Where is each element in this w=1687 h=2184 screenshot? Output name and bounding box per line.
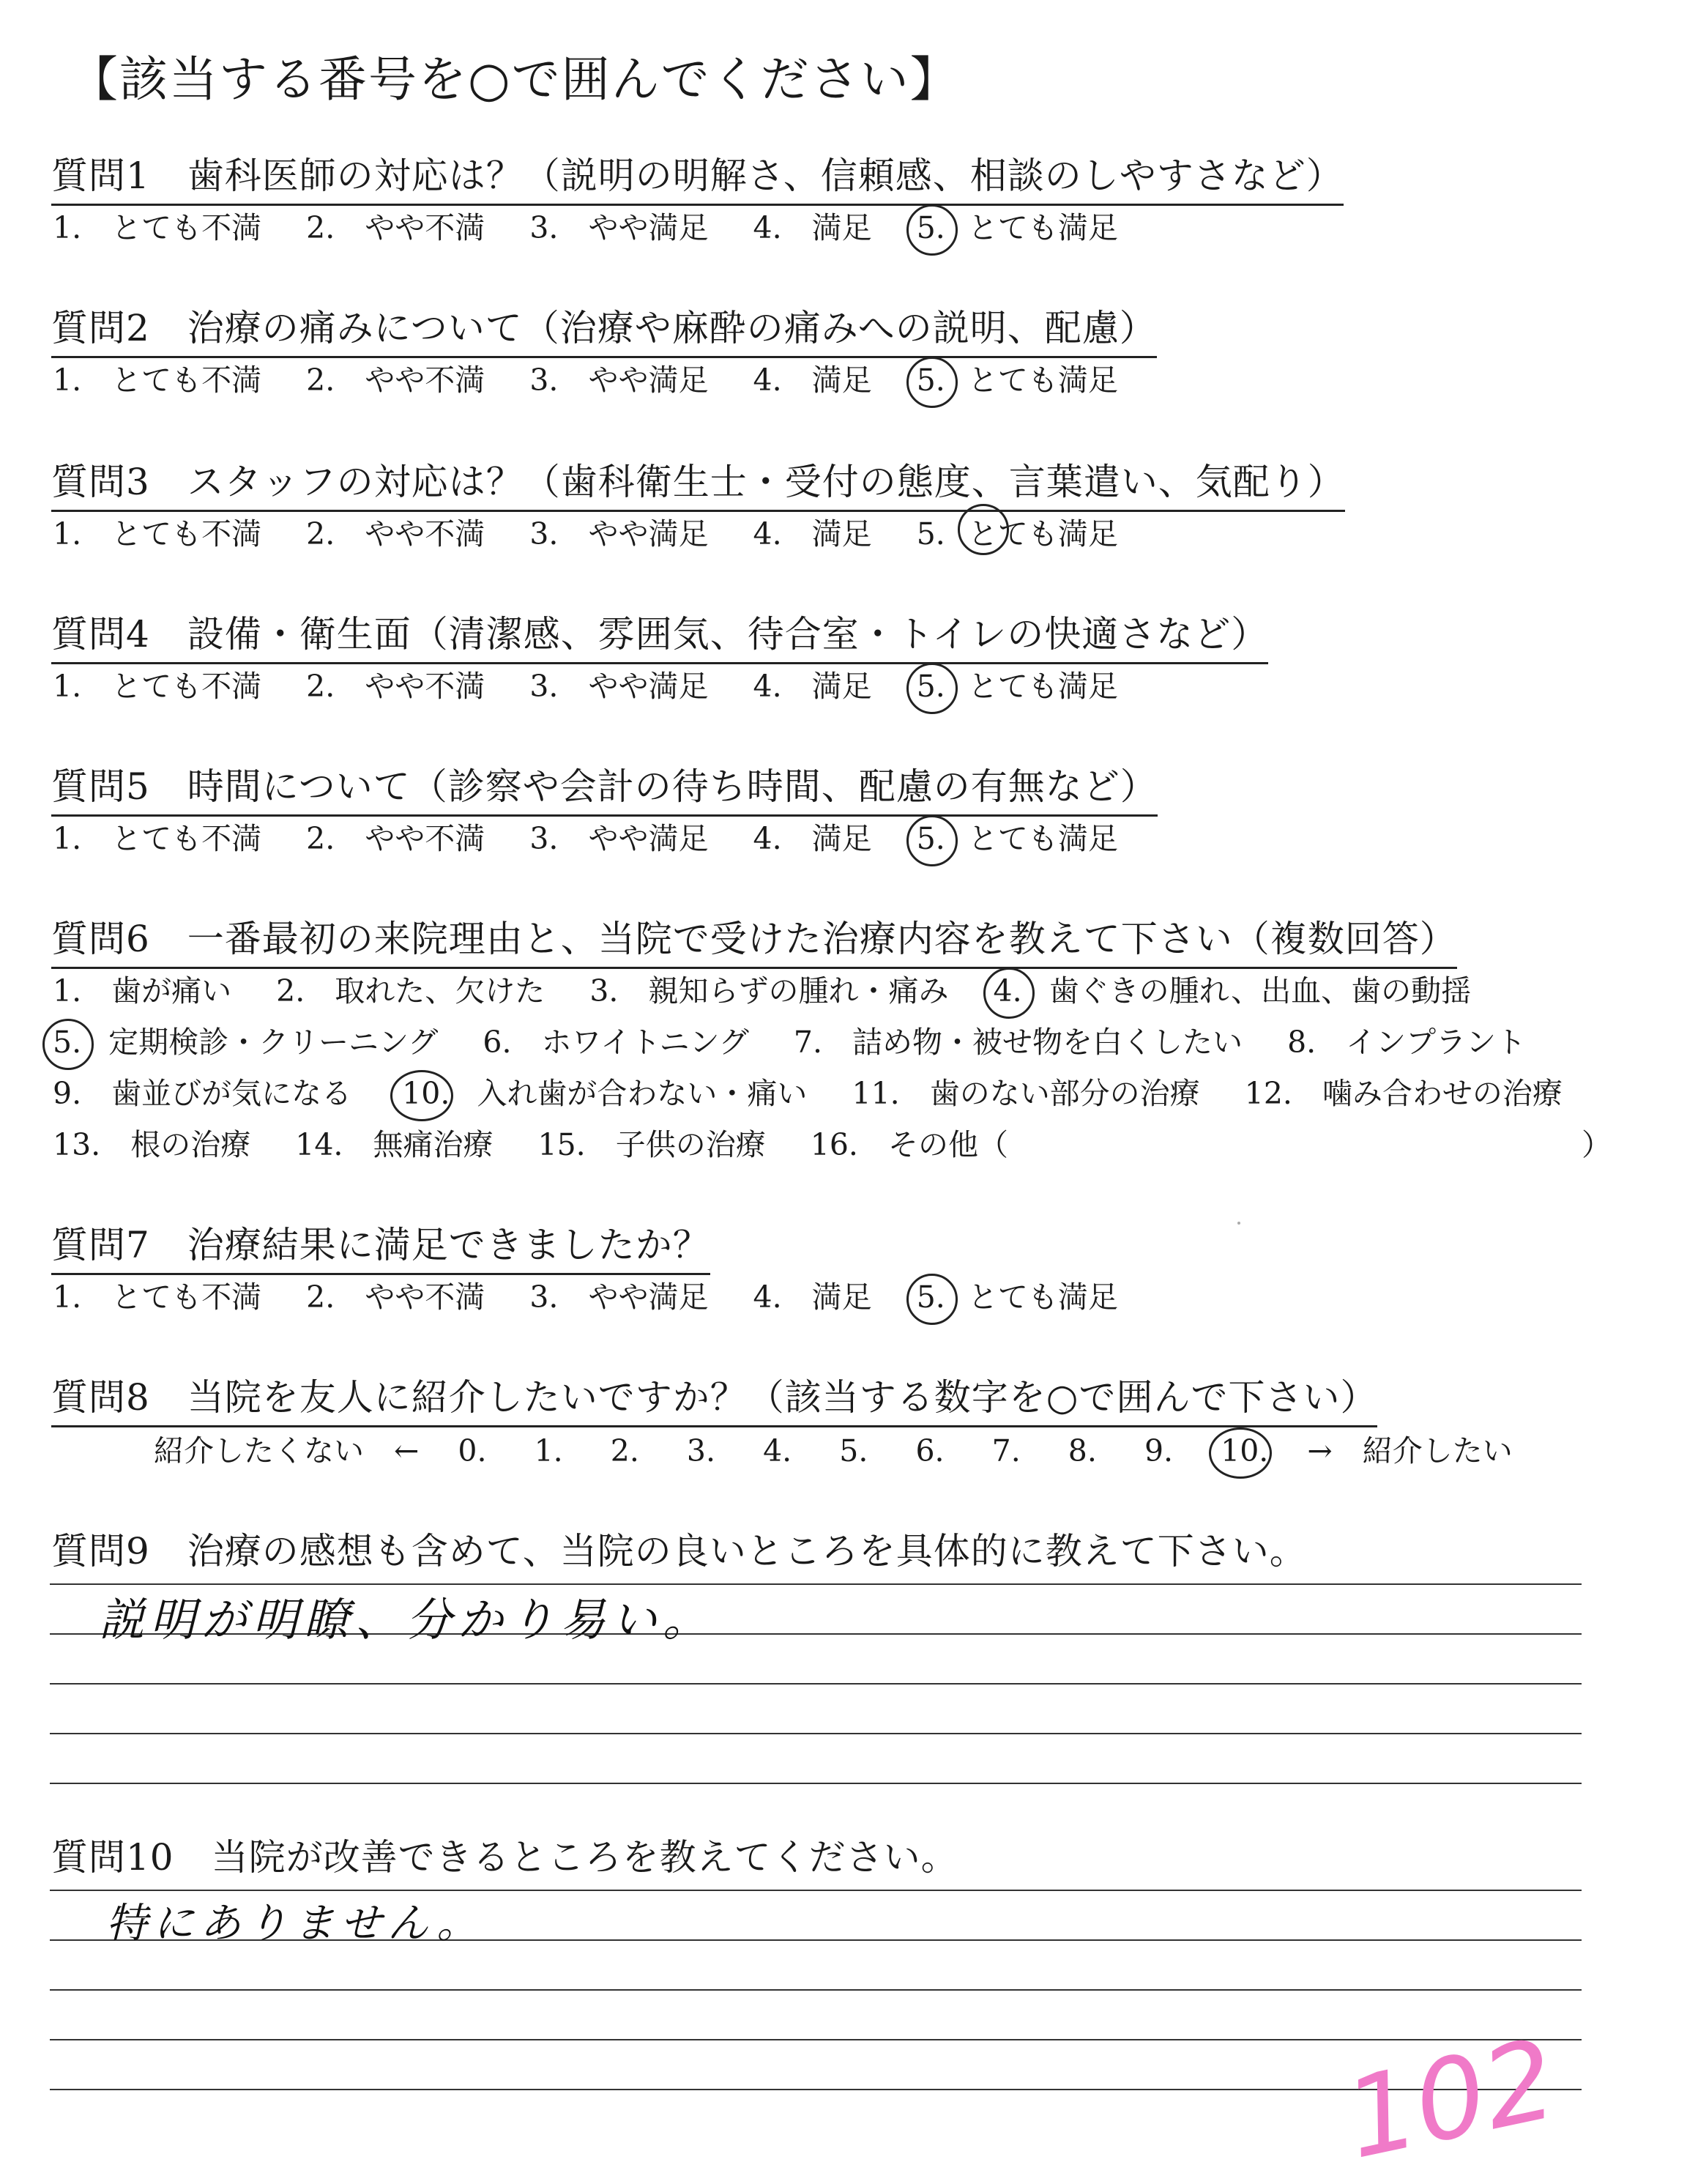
q4-options	[53, 662, 1118, 705]
q8-num-10-circled[interactable]: 10.	[1221, 1433, 1269, 1468]
q5-option-4[interactable]: 4. 満足	[753, 821, 872, 856]
q2-option-1[interactable]: 1. とても不満	[53, 363, 262, 398]
q6-heading: 質問6 一番最初の来院理由と、当院で受けた治療内容を教えて下さい（複数回答）	[51, 910, 1457, 969]
q1-option-5-circled[interactable]: 5.	[916, 210, 945, 245]
q1-heading: 質問1 歯科医師の対応は？（説明の明解さ、信頼感、相談のしやすさなど）	[51, 146, 1344, 206]
q7-heading: 質問7 治療結果に満足できましたか？	[51, 1216, 710, 1275]
q3-option-3[interactable]: 3. やや満足	[529, 516, 709, 551]
q1-option-4[interactable]: 4. 満足	[753, 210, 872, 245]
q4-option-5-circled[interactable]: 5.	[916, 669, 945, 704]
q2-option-5-circled[interactable]: 5.	[916, 363, 945, 398]
q3-heading: 質問3 スタッフの対応は？（歯科衛生士・受付の態度、言葉遣い、気配り）	[51, 453, 1345, 512]
q7-option-5-circled[interactable]: 5.	[916, 1279, 945, 1315]
q8-heading: 質問8 当院を友人に紹介したいですか？（該当する数字を○で囲んで下さい）	[51, 1368, 1377, 1427]
q7-option-2[interactable]: 2. やや不満	[306, 1279, 485, 1315]
q1-option-3[interactable]: 3. やや満足	[529, 210, 709, 245]
q5-option-3[interactable]: 3. やや満足	[529, 821, 709, 856]
q3-option-1[interactable]: 1. とても不満	[53, 516, 262, 551]
q6-option-7[interactable]: 7. 詰め物・被せ物を白くしたい	[793, 1025, 1243, 1060]
q4-option-1[interactable]: 1. とても不満	[53, 669, 262, 704]
q6-option-1[interactable]: 1. 歯が痛い	[53, 973, 232, 1009]
q6-other-close-paren: ）	[1582, 1127, 1612, 1162]
q5-options	[53, 814, 1118, 858]
q8-num-2[interactable]: 2.	[610, 1433, 639, 1468]
q5-option-1[interactable]: 1. とても不満	[53, 821, 262, 856]
q6-option-3[interactable]: 3. 親知らずの腫れ・痛み	[589, 973, 949, 1009]
q8-num-9[interactable]: 9.	[1144, 1433, 1174, 1468]
q10-answer-line-3	[50, 1989, 1582, 1991]
q4-option-2[interactable]: 2. やや不満	[306, 669, 485, 704]
q8-left-label: 紹介したくない ←	[154, 1433, 420, 1468]
q5-option-2[interactable]: 2. やや不満	[306, 821, 485, 856]
q1-option-2[interactable]: 2. やや不満	[306, 210, 485, 245]
q5-heading: 質問5 時間について（診察や会計の待ち時間、配慮の有無など）	[51, 757, 1158, 817]
q6-option-16[interactable]: 16. その他（	[810, 1127, 1008, 1162]
q6-option-15[interactable]: 15. 子供の治療	[537, 1127, 766, 1162]
q6-option-8[interactable]: 8. インプラント	[1287, 1025, 1527, 1060]
q8-num-4[interactable]: 4.	[763, 1433, 792, 1468]
q9-handwritten-answer[interactable]: 説明が明瞭、分かり易い。	[99, 1593, 715, 1646]
q2-option-5-label: とても満足	[967, 363, 1118, 398]
q5-option-5-label: とても満足	[967, 821, 1118, 856]
q9-answer-line-4	[50, 1733, 1582, 1734]
q6-row-1	[53, 967, 1471, 1010]
q5-option-5-circled[interactable]: 5.	[916, 821, 945, 856]
page-number-mark: 102	[1335, 2016, 1567, 2184]
q3-options	[53, 510, 1118, 553]
q2-option-4[interactable]: 4. 満足	[753, 363, 872, 398]
q2-heading: 質問2 治療の痛みについて（治療や麻酔の痛みへの説明、配慮）	[51, 299, 1157, 358]
q8-num-6[interactable]: 6.	[915, 1433, 945, 1468]
q3-option-4[interactable]: 4. 満足	[753, 516, 872, 551]
q4-option-3[interactable]: 3. やや満足	[529, 669, 709, 704]
q10-handwritten-answer[interactable]: 特にありません。	[106, 1900, 484, 1947]
page-title: 【該当する番号を○で囲んでください】	[70, 51, 960, 108]
q6-option-5-label: 定期検診・クリーニング	[108, 1025, 439, 1060]
q4-option-5-label: とても満足	[967, 669, 1118, 704]
q6-row-3	[53, 1069, 1563, 1113]
q8-num-1[interactable]: 1.	[534, 1433, 563, 1468]
q9-answer-line-3	[50, 1683, 1582, 1685]
q1-option-5-label: とても満足	[967, 210, 1118, 245]
q2-option-3[interactable]: 3. やや満足	[529, 363, 709, 398]
q7-option-3[interactable]: 3. やや満足	[529, 1279, 709, 1315]
q6-option-4-circled[interactable]: 4.	[993, 973, 1022, 1009]
q3-option-5[interactable]: 5.	[916, 516, 945, 551]
q6-row-4	[53, 1121, 1008, 1164]
q6-option-5-circled[interactable]: 5.	[53, 1025, 82, 1060]
q8-num-0[interactable]: 0.	[458, 1433, 487, 1468]
q6-option-11[interactable]: 11. 歯のない部分の治療	[852, 1076, 1200, 1111]
q4-heading: 質問4 設備・衛生面（清潔感、雰囲気、待合室・トイレの快適さなど）	[51, 605, 1268, 664]
q6-option-9[interactable]: 9. 歯並びが気になる	[53, 1076, 352, 1111]
q6-option-12[interactable]: 12. 噛み合わせの治療	[1244, 1076, 1563, 1111]
q7-options	[53, 1273, 1118, 1316]
q10-answer-line-4	[50, 2039, 1582, 2040]
q6-option-10-label: 入れ歯が合わない・痛い	[477, 1076, 808, 1111]
q1-option-1[interactable]: 1. とても不満	[53, 210, 262, 245]
q6-row-2	[53, 1018, 1526, 1061]
q7-option-1[interactable]: 1. とても不満	[53, 1279, 262, 1315]
q6-option-10-circled[interactable]: 10.	[402, 1076, 450, 1111]
q4-option-4[interactable]: 4. 満足	[753, 669, 872, 704]
q1-options	[53, 204, 1118, 247]
q9-answer-line-5	[50, 1783, 1582, 1784]
q8-num-3[interactable]: 3.	[686, 1433, 716, 1468]
q3-option-2[interactable]: 2. やや不満	[306, 516, 485, 551]
q8-num-8[interactable]: 8.	[1068, 1433, 1097, 1468]
q3-option-5-label-circled: とても満足	[968, 510, 1118, 553]
q8-num-5[interactable]: 5.	[839, 1433, 868, 1468]
q6-option-6[interactable]: 6. ホワイトニング	[483, 1025, 749, 1060]
q2-options	[53, 356, 1118, 399]
q8-num-7[interactable]: 7.	[991, 1433, 1021, 1468]
q2-option-2[interactable]: 2. やや不満	[306, 363, 485, 398]
q9-heading: 質問9 治療の感想も含めて、当院の良いところを具体的に教えて下さい。	[51, 1530, 1307, 1572]
q6-option-4-label: 歯ぐきの腫れ、出血、歯の動揺	[1049, 973, 1472, 1009]
q7-option-5-label: とても満足	[967, 1279, 1118, 1315]
q8-scale	[154, 1427, 1513, 1470]
scan-speck	[1237, 1222, 1240, 1225]
q7-option-4[interactable]: 4. 満足	[753, 1279, 872, 1315]
q6-option-14[interactable]: 14. 無痛治療	[295, 1127, 494, 1162]
q6-option-13[interactable]: 13. 根の治療	[53, 1127, 251, 1162]
q6-option-2[interactable]: 2. 取れた、欠けた	[276, 973, 545, 1009]
q10-heading: 質問10 当院が改善できるところを教えてください。	[51, 1836, 958, 1879]
q8-right-label: → 紹介したい	[1307, 1433, 1513, 1468]
